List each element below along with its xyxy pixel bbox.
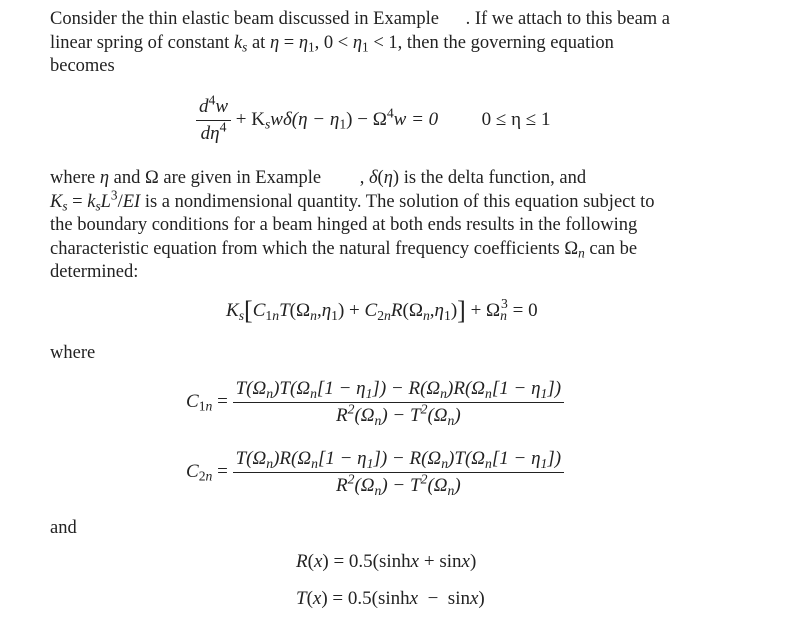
where-paragraph	[50, 167, 749, 285]
t-function-equation: T(x) = 0.5(sinhx − sinx)	[296, 588, 485, 609]
c2n-equation: $C_{2n}$ = $\frac{T(\Omega_n)R(\Omega_n[1 - \eta_1]) - R(\Omega_n)T(\Omega_n[1 - \eta_1])}{R^2(\Omega_n) - T^2(\Omega_n)}$	[186, 448, 564, 497]
intro-line-2: linear spring of constant $k_s$ at $\eta = \eta_1$, $0 < \eta_1 < 1$, then the governing equation	[50, 32, 614, 55]
where-line-1: where η and Ω are given in Example , δ(η) is the delta function, and	[50, 168, 587, 188]
eq1-range: 0 ≤ η ≤ 1	[481, 108, 551, 130]
intro-line-3: becomes	[50, 56, 115, 76]
fourth-derivative-fraction: $\frac{d^4w}{d\eta^4}$	[196, 96, 231, 145]
where-line-3: the boundary conditions for a beam hinged at both ends results in the following	[50, 215, 638, 235]
c2n-fraction: $\frac{T(\Omega_n)R(\Omega_n[1 - \eta_1]) - R(\Omega_n)T(\Omega_n[1 - \eta_1])}{R^2(\Omega_n) - T^2(\Omega_n)}$	[233, 448, 565, 497]
where-line-5: determined:	[50, 262, 139, 282]
where-line-4: characteristic equation from which the natural frequency coefficients $\Omega_n$ can be	[50, 238, 638, 261]
intro-paragraph	[50, 8, 749, 79]
where-line-2: $K_s = k_sL^3/EI$ is a nondimensional quantity. The solution of this equation subject to	[50, 187, 655, 214]
r-function-equation: R(x) = 0.5(sinhx + sinx)	[296, 551, 477, 572]
where-label: where	[50, 343, 96, 363]
c1n-fraction: $\frac{T(\Omega_n)T(\Omega_n[1 - \eta_1]) - R(\Omega_n)R(\Omega_n[1 - \eta_1])}{R^2(\Omega_n) - T^2(\Omega_n)}$	[233, 378, 565, 427]
characteristic-equation: $K_s[C_{1n}T(\Omega_n,\eta_1) + C_{2n}R(\Omega_n,\eta_1)] + \Omega_n^3 = 0$	[226, 296, 538, 325]
and-label: and	[50, 518, 77, 538]
c1n-equation: $C_{1n}$ = $\frac{T(\Omega_n)T(\Omega_n[1 - \eta_1]) - R(\Omega_n)R(\Omega_n[1 - \eta_1])}{R^2(\Omega_n) - T^2(\Omega_n)}$	[186, 378, 564, 427]
intro-line-1: Consider the thin elastic beam discussed in Example . If we attach to this beam a	[50, 9, 671, 29]
governing-equation: $\frac{d^4w}{d\eta^4}$ + $K_sw\delta(\eta - \eta_1) - \Omega^4w = 0$ 0 ≤ η ≤ 1	[196, 96, 550, 145]
